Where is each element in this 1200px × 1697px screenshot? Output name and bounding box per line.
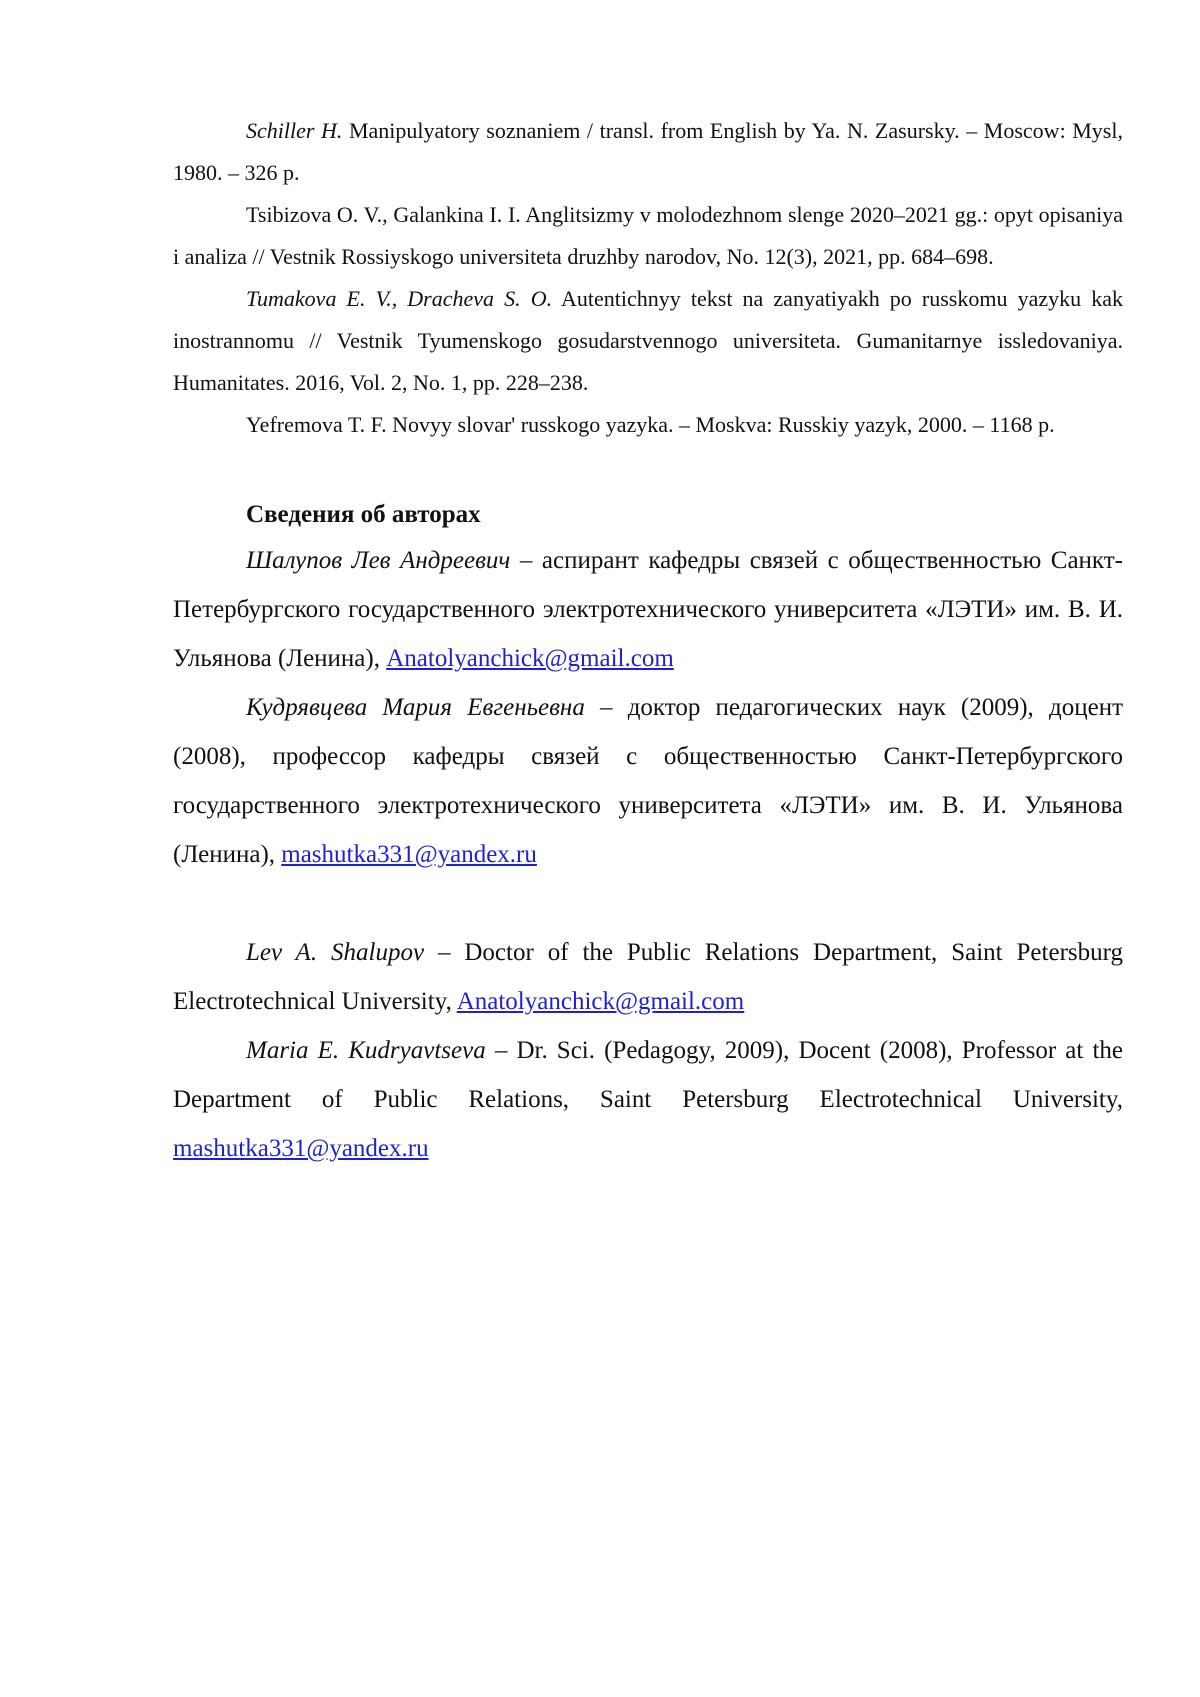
reference-author: Schiller H.	[246, 118, 343, 143]
author-name: Maria E. Kudryavtseva	[246, 1037, 486, 1064]
reference-text: Manipulyatory soznaniem / transl. from English by Ya. N. Zasursky. – Moscow: Mysl, 1980. – 326 p.	[173, 118, 1123, 185]
author-info-en	[173, 1026, 1123, 1173]
authors-ru-section	[173, 536, 1123, 879]
author-name: Lev A. Shalupov	[246, 939, 425, 966]
author-email-link[interactable]: Anatolyanchick@gmail.com	[386, 645, 674, 672]
reference-text: Tsibizova O. V., Galankina I. I. Anglitsizmy v molodezhnom slenge 2020–2021 gg.: opyt opisaniya i analiza // Vestnik Rossiyskogo universiteta druzhby narodov, No. 12(3), 2021, pp. 684–698.	[173, 202, 1123, 269]
author-description: – доктор педагогических наук (2009), доцент (2008), профессор кафедры связей с общественностью Санкт-Петербургского государственного электротехнического университета «ЛЭТИ» им. В. И. Ульянова (Ленина),	[173, 694, 1123, 868]
author-info-en	[173, 928, 1123, 1026]
reference-text: Yefremova T. F. Novyy slovar' russkogo yazyka. – Moskva: Russkiy yazyk, 2000. – 1168 p.	[246, 412, 1055, 437]
author-name: Шалупов Лев Андреевич	[246, 547, 511, 574]
author-email-link[interactable]: mashutka331@yandex.ru	[173, 1135, 429, 1162]
author-info-ru	[173, 683, 1123, 879]
author-info-ru	[173, 536, 1123, 683]
author-description: – Dr. Sci. (Pedagogy, 2009), Docent (2008), Professor at the Department of Public Relations, Saint Petersburg Electrotechnical University,	[173, 1037, 1124, 1113]
author-name: Кудрявцева Мария Евгеньевна	[246, 694, 585, 721]
reference-item	[173, 194, 1123, 278]
reference-author: Tumakova E. V., Dracheva S. O.	[246, 286, 553, 311]
reference-list	[173, 110, 1123, 446]
author-email-link[interactable]: mashutka331@yandex.ru	[281, 841, 537, 868]
authors-en-section	[173, 928, 1123, 1173]
reference-text: Autentichnyy tekst na zanyatiyakh po russkomu yazyku kak inostrannomu // Vestnik Tyumenskogo gosudarstvennogo universiteta. Gumanitarnye issledovaniya. Humanitates. 2016, Vol. 2, No. 1, pp. 228–238.	[173, 286, 1123, 395]
author-description: – Doctor of the Public Relations Department, Saint Petersburg Electrotechnical University,	[173, 939, 1123, 1015]
authors-heading: Сведения об авторах	[246, 501, 481, 528]
author-email-link[interactable]: Anatolyanchick@gmail.com	[456, 988, 745, 1015]
reference-item	[173, 404, 1123, 446]
author-description: – аспирант кафедры связей с общественностью Санкт-Петербургского государственного электротехнического университета «ЛЭТИ» им. В. И. Ульянова (Ленина),	[173, 547, 1123, 672]
reference-item	[173, 278, 1123, 404]
document-page	[173, 110, 1123, 1173]
reference-item	[173, 110, 1123, 194]
